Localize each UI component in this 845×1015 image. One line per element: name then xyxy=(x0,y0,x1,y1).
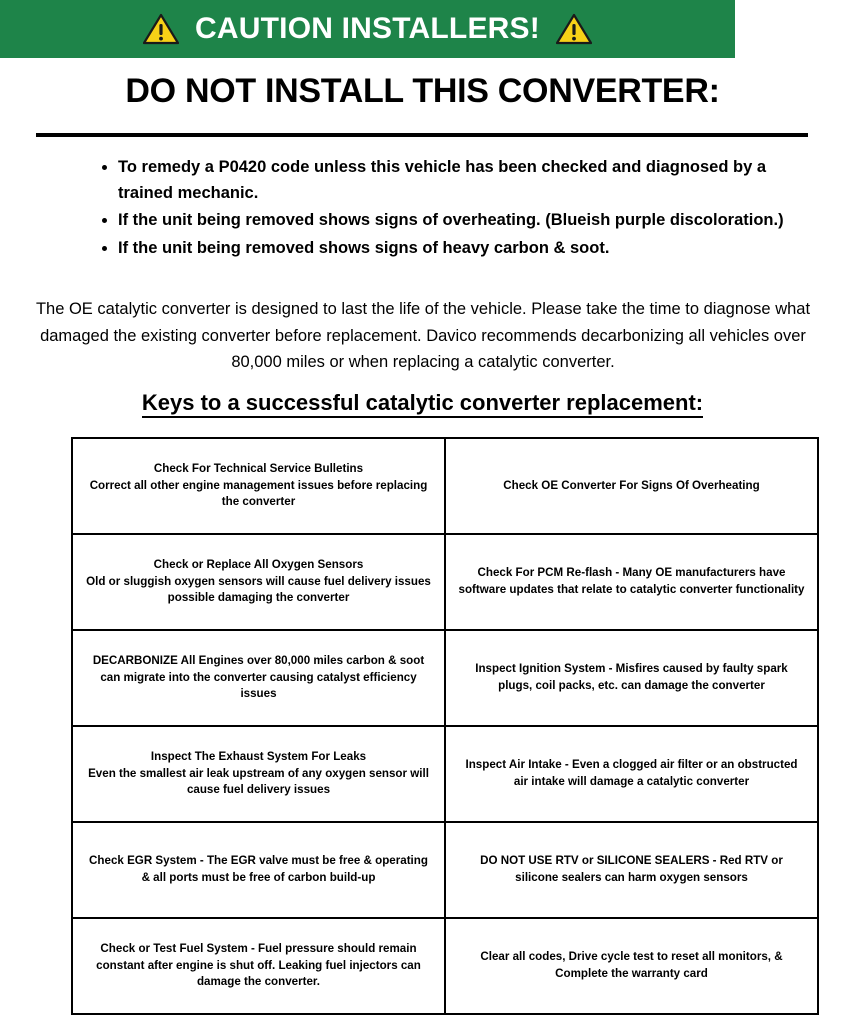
table-cell: Inspect The Exhaust System For Leaks Even the smallest air leak upstream of any oxygen sensor will cause fuel delivery issues xyxy=(72,726,445,822)
table-row xyxy=(72,822,818,918)
caution-banner-title: CAUTION INSTALLERS! xyxy=(195,12,540,45)
list-item: • If the unit being removed shows signs of overheating. (Blueish purple discoloration.) xyxy=(118,208,798,234)
table-cell: Check EGR System - The EGR valve must be free & operating & all ports must be free of carbon build-up xyxy=(72,822,445,918)
table-cell: Check For Technical Service Bulletins Correct all other engine management issues before replacing the converter xyxy=(72,438,445,534)
table-cell: Check or Replace All Oxygen Sensors Old or sluggish oxygen sensors will cause fuel delivery issues possible damaging the converter xyxy=(72,534,445,630)
table-cell: Inspect Air Intake - Even a clogged air filter or an obstructed air intake will damage a catalytic converter xyxy=(445,726,818,822)
warning-triangle-icon xyxy=(143,13,179,45)
table-cell: DO NOT USE RTV or SILICONE SEALERS - Red RTV or silicone sealers can harm oxygen sensors xyxy=(445,822,818,918)
table-cell: Check OE Converter For Signs Of Overheating xyxy=(445,438,818,534)
table-row xyxy=(72,630,818,726)
do-not-install-list xyxy=(96,155,798,263)
table-cell: Inspect Ignition System - Misfires caused by faulty spark plugs, coil packs, etc. can damage the converter xyxy=(445,630,818,726)
list-item: • To remedy a P0420 code unless this vehicle has been checked and diagnosed by a trained mechanic. xyxy=(118,155,798,206)
divider xyxy=(36,133,808,137)
table-cell: Clear all codes, Drive cycle test to reset all monitors, & Complete the warranty card xyxy=(445,918,818,1014)
body-paragraph: The OE catalytic converter is designed to last the life of the vehicle. Please take the time to diagnose what damaged the existing converter before replacement. Davico recommends decarbonizing all vehicles over 80,000 miles or when replacing a catalytic converter. xyxy=(35,300,811,372)
table-row xyxy=(72,438,818,534)
table-row xyxy=(72,534,818,630)
caution-banner xyxy=(0,0,735,58)
table-cell: Check or Test Fuel System - Fuel pressure should remain constant after engine is shut off. Leaking fuel injectors can damage the converter. xyxy=(72,918,445,1014)
warning-triangle-icon xyxy=(556,13,592,45)
table-cell: Check For PCM Re-flash - Many OE manufacturers have software updates that relate to catalytic converter functionality xyxy=(445,534,818,630)
replacement-tips-table xyxy=(71,437,819,1015)
keys-heading-text: Keys to a successful catalytic converter replacement: xyxy=(142,390,703,418)
table-row xyxy=(72,726,818,822)
list-item: • If the unit being removed shows signs of heavy carbon & soot. xyxy=(118,236,798,262)
table-row xyxy=(72,918,818,1014)
keys-heading xyxy=(0,390,845,416)
page-title: DO NOT INSTALL THIS CONVERTER: xyxy=(125,72,720,110)
table-cell: DECARBONIZE All Engines over 80,000 miles carbon & soot can migrate into the converter causing catalyst efficiency issues xyxy=(72,630,445,726)
